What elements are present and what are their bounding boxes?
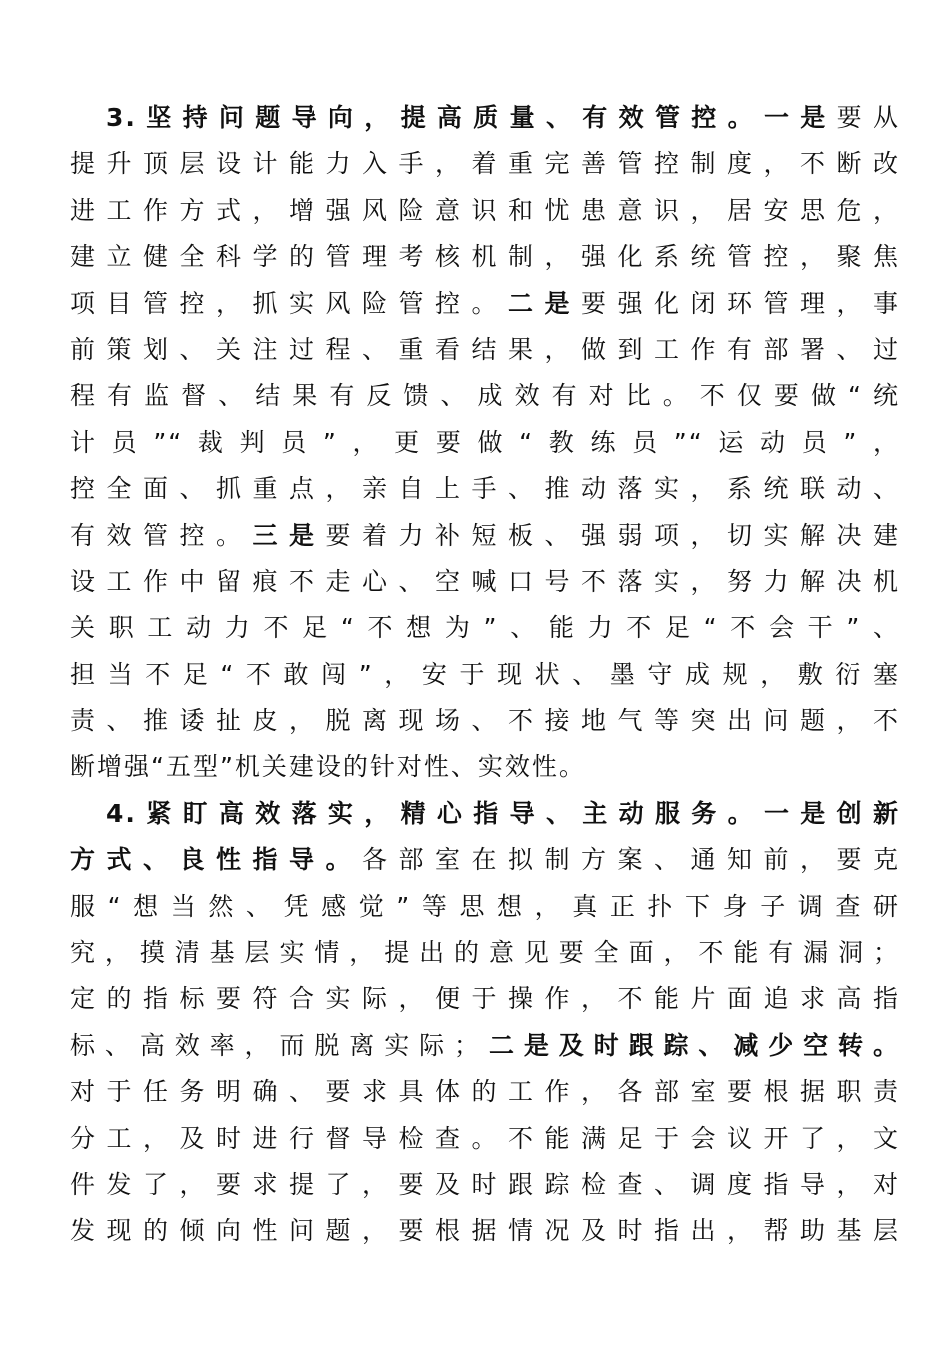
text-segment: 标、高效率，而脱离实际； [70, 1030, 482, 1060]
text-line [70, 234, 900, 280]
text-segment: 计员”“裁判员”，更要做“教练员”“运动员”， [70, 427, 900, 457]
text-segment: 担当不足“不敢闯”，安于现状、墨守成规，敷衍塞 [70, 659, 900, 689]
text-segment: 提升顶层设计能力入手，着重完善管控制度，不断改 [70, 149, 900, 179]
text-line [70, 744, 900, 790]
text-segment: 对于任务明确、要求具体的工作，各部室要根据职责 [70, 1077, 900, 1107]
text-segment: 责、推诿扯皮，脱离现场、不接地气等突出问题，不 [70, 706, 900, 736]
text-line [70, 559, 900, 605]
text-line [70, 1162, 900, 1208]
text-segment: 进工作方式，增强风险意识和忧患意识，居安思危， [70, 195, 900, 225]
bold-text-segment: 三是 [252, 520, 326, 550]
text-segment: 要强化闭环管理，事 [580, 288, 900, 318]
text-line [70, 976, 900, 1022]
text-line [70, 1023, 900, 1069]
bold-text-segment: 二是 [507, 288, 581, 318]
text-segment: 设工作中留痕不走心、空喊口号不落实，努力解决机 [70, 566, 900, 596]
bold-text-segment: 3.坚持问题导向，提高质量、有效管控。一是 [106, 103, 837, 132]
text-segment: 控全面、抓重点，亲自上手、推动落实，系统联动、 [70, 474, 900, 504]
text-line [70, 513, 900, 559]
text-segment: 要从 [836, 103, 900, 132]
text-line [70, 930, 900, 976]
text-segment: 建立健全科学的管理考核机制，强化系统管控，聚焦 [70, 242, 900, 272]
text-segment: 项目管控，抓实风险管控。 [70, 288, 508, 318]
text-segment: 件发了，要求提了，要及时跟踪检查、调度指导，对 [70, 1169, 900, 1199]
bold-text-segment: 二是及时跟踪、减少空转。 [481, 1030, 900, 1060]
text-line [70, 95, 900, 141]
text-line [70, 791, 900, 837]
text-segment: 要着力补短板、强弱项，切实解决建 [325, 520, 900, 550]
text-line [70, 141, 900, 187]
text-line [70, 281, 900, 327]
text-line [70, 327, 900, 373]
text-segment: 究，摸清基层实情，提出的意见要全面，不能有漏洞； [70, 938, 900, 968]
text-line [70, 652, 900, 698]
text-segment: 服“想当然、凭感觉”等思想，真正扑下身子调查研 [70, 891, 900, 921]
text-segment: 定的指标要符合实际，便于操作，不能片面追求高指 [70, 984, 900, 1014]
document-body [70, 95, 900, 1255]
text-line [70, 420, 900, 466]
text-segment: 有效管控。 [70, 520, 253, 550]
text-segment: 分工，及时进行督导检查。不能满足于会议开了，文 [70, 1123, 900, 1153]
text-line [70, 373, 900, 419]
text-segment: 发现的倾向性问题，要根据情况及时指出，帮助基层 [70, 1216, 900, 1246]
text-line [70, 188, 900, 234]
text-line [70, 837, 900, 883]
text-line [70, 1208, 900, 1254]
text-line [70, 884, 900, 930]
text-line [70, 605, 900, 651]
bold-text-segment: 方式、良性指导。 [70, 845, 362, 875]
bold-text-segment: 4.紧盯高效落实，精心指导、主动服务。一是创新 [106, 798, 900, 828]
text-segment: 关职工动力不足“不想为”、能力不足“不会干”、 [70, 613, 900, 643]
text-line [70, 1069, 900, 1115]
text-line [70, 466, 900, 512]
text-segment: 断增强“五型”机关建设的针对性、实效性。 [70, 752, 586, 782]
text-line [70, 1116, 900, 1162]
text-segment: 各部室在拟制方案、通知前，要克 [362, 845, 900, 875]
text-segment: 程有监督、结果有反馈、成效有对比。不仅要做“统 [70, 381, 900, 411]
text-line [70, 698, 900, 744]
text-segment: 前策划、关注过程、重看结果，做到工作有部署、过 [70, 334, 900, 364]
